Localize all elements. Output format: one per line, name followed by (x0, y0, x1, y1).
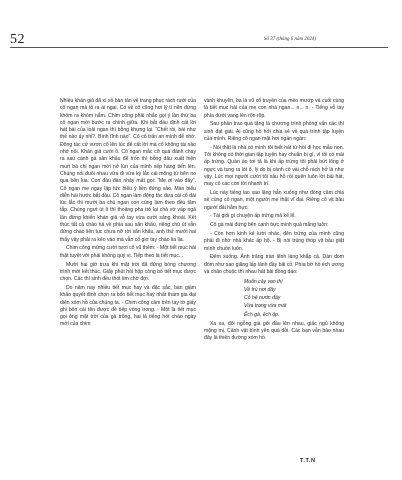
paragraph: - Tài giỏi gì chuyện ấp trứng mà kể lể. (210, 213, 296, 220)
paragraph: Xa xa, đôi ngỗng già gối đầu lên nhau, giấc ngủ không mộng mị. Cảnh vật bình yên quá đỗi. Các bạn vẫn bảo nhau đây là thiên đường xóm hồ. (204, 320, 344, 342)
page-number: 52 (10, 32, 25, 47)
issue-info: Số 37 (tháng 6 năm 2024) (264, 37, 317, 42)
paragraph: Cô gà mái đứng bên cạnh bực mình quá mắng luôn: (210, 222, 329, 229)
right-column (204, 98, 344, 344)
poem-line: Muỗn cây vạn thị (244, 278, 283, 285)
paragraph: Chim công mừng cười tươi cổ vũ thêm: - Một tiết mục hài thật tuyệt với phải không quý vị. Tiếp theo là tiết mục... (60, 245, 196, 259)
author-signature: T.T.N (300, 458, 316, 464)
paragraph: vành khuyên, ba là vũ cổ truyền của mèo mướp và cuối cùng là tiết mục hài của mẹ con nhà ngan... n... n. - Tiếng vỗ tay phía dưới vang lên rộn rộp. (204, 98, 344, 119)
paragraph: Sau phần trao quà tặng là chương trình phỏng vấn các thí sinh đạt giải. Ai cũng hồ hởi chia sẻ về quá trình tập luyện của mình. Riêng cô ngan mặt hơi ngần ngần: (204, 121, 344, 142)
poem-line: Cỏ hệ nước đầy (244, 295, 281, 302)
paragraph: Đêm xuống. Ánh trăng tràn lênh láng khắp cả. Dàn đom đóm như sao giăng lấp lánh đầy bãi cỏ. Phía bờ hồ ếch ương và chão chuộc thì nhau hát bài đồng dao: (204, 254, 344, 276)
paragraph: Lúc này tiếng lao xao lặng hẳn xuống như đồng cảm chia sẻ cùng cô ngan, một người mẹ thật vĩ đại. Riêng cô vịt bầu người đái hẳm hực: (204, 190, 344, 211)
poem-line: Về trú nơi đây (244, 287, 276, 294)
header-divider (10, 47, 388, 48)
paragraph: - Nói thật là nhà có mình tôi biết hát từ hồi đi học mẫu non. Tôi không có thời gian tập luyện hay chuẩn bị gì, vì tối có mải ấp trứng. Quần áo tơi tả là khi ấp trứng tôi phải bứt lông ở ngực và tung ra lót ổ, lý do bị cành cò vài chỗ rách hở là như vậy. Lúc mọi người cười tôi xấu hổ rồi quên luôn lời bài hát, may có các con tới nhanh trí. (204, 144, 344, 188)
poem-line: Ếch gà, ếch ộp. (244, 311, 280, 318)
left-column (60, 98, 196, 330)
paragraph: Do năm nay nhiều tiết mục hay và đặc sắc, ban giám khảo quyết định chọn ra bốn tiết mục hay nhất tham gia đại diện xóm hồ của chúng ta. - Chim công cầm trên tay tờ giấy ghi bốn cái tên được đề tiếp vòng trong. - Một là tiết mục gọi ông mặt trời của gà trống, hai là tiếng hót chào ngày mới của chim (60, 284, 196, 328)
paragraph: - Còn hơn kính kẻ lười nhác, đẻn trứng của mình cũng phải đi nhờ nhà khác ấp hộ. - Bị nói trúng thóp vịt bầu giật mình chuồn luôn. (204, 231, 344, 252)
poem-line: Vừa trong vừa mát (244, 303, 287, 310)
paragraph: Nhiều khán giả đã xì xồ bàn tán về trang phục rách rưới của cô ngan mà tỏ ra ái ngại. Có về cô cũng hơi lý tí nên đứng khóm ra khóm nắm. Chim công phải nhắc gọi ý lần thứ ba cô ngan mới bước ra chính giữa. Khi bắt đầu định cất lời hát bài của loài ngan thì bỗng khựng lại. “Chết rồi, bài như thế nào ấy nhỉ?. Bình tĩnh nào”. Cô cố trấn an mình để nhớ. Đông tác cứ vươn cổ lên lúc để cất lời mà cổ không tài nào nhớ nổi. Khán giả cười ồ. Cô ngan mắc cỡ quá đành chạy ra sau cánh gà sân khấu để trốn thì bỗng dâu xuất hiện murt bà chị ngan mới nở lùn của mình xếp hàng tiến lên. Chúng nối đuôi nhau vừa đi vừa kỳ lắc cái mông từ bên no qua bên kia. Con đầu đàn nhảy mất gọi: “Mẹ ơi vào đây”. Cô ngan mẹ ngay lập tức hiểu ý liền đứng vào. Màn biểu diễn hài hước bắt đầu. Cô ngan làm động tác đưa cái cổ dài lúc lắc thì mười ba chú ngan con cùng làm theo đều tăm tắp. Chúng ngưt út ít thì thoảng pha trò lại chả vờ vấp ngã lăn đừng khiến khán giả vỗ tay vừa cười sảng khoái. Kết thúc tất cả chào hả về phía sau sân khấu, riêng chú út vẫn đứng chào liên tục chưa nỡ rời sân khấu, anh thứ mười hai thấy vậy phải ra kéo vào mà vẫn cố giơ tay chào lia lịa. (60, 98, 196, 243)
paragraph: Mười hai giờ trưa khi mặt trời đã đứng bóng chương trình mới kết thúc. Giây phút hồi hộp công bố tiết mục được chọn. Các thí sinh đều thót tim chờ đợi. (60, 261, 196, 283)
poem (244, 278, 344, 319)
